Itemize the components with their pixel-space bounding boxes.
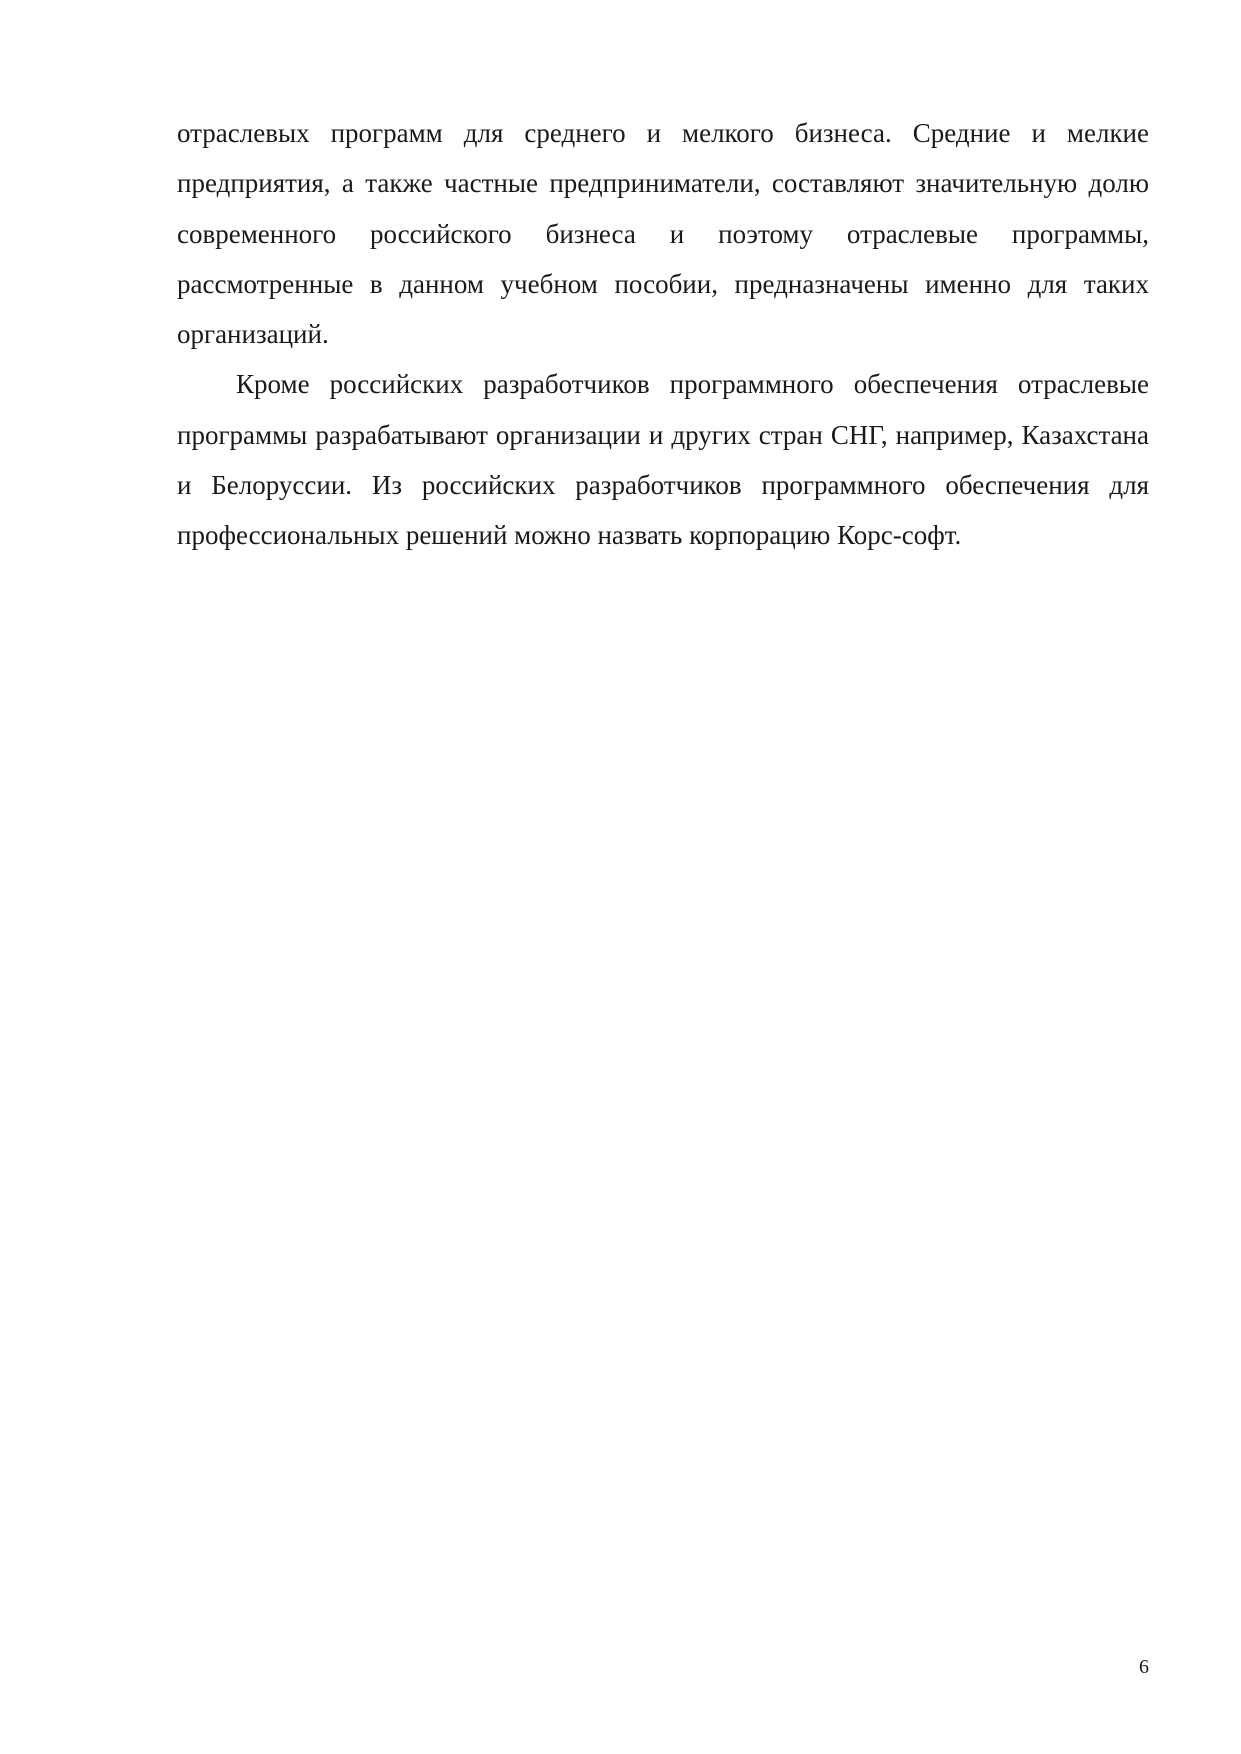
paragraph-continued: отраслевых программ для среднего и мелкого бизнеса. Средние и мелкие предприятия, а также частные предприниматели, составляют значительную долю современного российского бизнеса и поэтому отраслевые программы, рассмотренные в данном учебном пособии, предназначены именно для таких организаций.	[177, 118, 1149, 350]
body-text	[177, 108, 1149, 561]
paragraph: Кроме российских разработчиков программного обеспечения отраслевые программы разрабатывают организации и других стран СНГ, например, Казахстана и Белоруссии. Из российских разработчиков программного обеспечения для профессиональных решений можно назвать корпорацию Корс-софт.	[177, 369, 1149, 551]
page-number: 6	[1139, 1656, 1149, 1678]
